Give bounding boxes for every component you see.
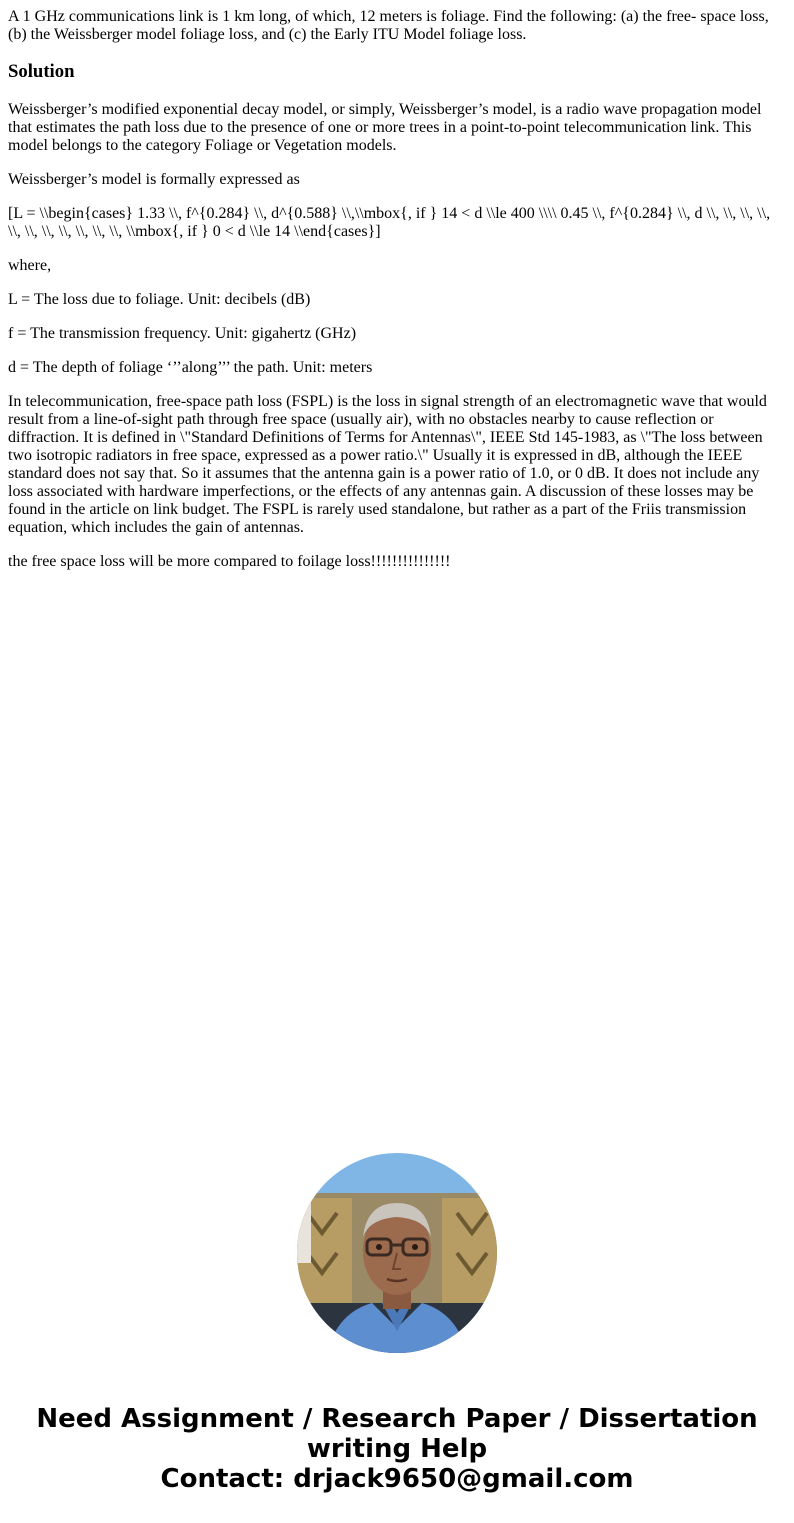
model-expression-intro: Weissberger’s model is formally expressed as [8, 171, 300, 188]
definition-d: d = The depth of foliage ‘’’along’’’ the path. Unit: meters [8, 359, 373, 376]
latex-formula: [L = \\begin{cases} 1.33 \\, f^{0.284} \\, d^{0.588} \\,\\mbox{, if } 14 < d \\le 400 \\\\ 0.45 \\, f^{0.284} \\, d \\, \\, \\, \\, \\, \\, \\, \\, \\, \\, \\, \\mbox{, if } 0 < d \\le 14 \\end{cases}] [8, 205, 771, 240]
definition-f: f = The transmission frequency. Unit: gigahertz (GHz) [8, 325, 357, 342]
footer-contact [0, 1404, 794, 1494]
conclusion-text: the free space loss will be more compared to foilage loss!!!!!!!!!!!!!!! [8, 553, 451, 570]
definition-L: L = The loss due to foliage. Unit: decibels (dB) [8, 291, 311, 308]
solution-heading: Solution [8, 61, 75, 82]
intro-paragraph: Weissberger’s modified exponential decay model, or simply, Weissberger’s model, is a radio wave propagation model that estimates the path loss due to the presence of one or more trees in a point-to-point telecommunication link. This model belongs to the category Foliage or Vegetation models. [8, 101, 762, 154]
question-text: A 1 GHz communications link is 1 km long, of which, 12 meters is foliage. Find the following: (a) the free- space loss, (b) the Weissberger model foliage loss, and (c) the Early ITU Model foliage loss. [8, 8, 769, 43]
footer-line-1: Need Assignment / Research Paper / Dissertation [36, 1404, 758, 1434]
author-photo-icon [297, 1153, 497, 1353]
document-body [8, 8, 778, 587]
footer-line-2: writing Help [306, 1434, 488, 1464]
fspl-paragraph: In telecommunication, free-space path loss (FSPL) is the loss in signal strength of an electromagnetic wave that would result from a line-of-sight path through free space (usually air), with no obstacles nearby to cause reflection or diffraction. It is defined in \"Standard Definitions of Terms for Antennas\", IEEE Std 145-1983, as \"The loss between two isotropic radiators in free space, expressed as a power ratio.\" Usually it is expressed in dB, although the IEEE standard does not say that. So it assumes that the antenna gain is a power ratio of 1.0, or 0 dB. It does not include any loss associated with hardware imperfections, or the effects of any antennas gain. A discussion of these losses may be found in the article on link budget. The FSPL is rarely used standalone, but rather as a part of the Friis transmission equation, which includes the gain of antennas. [8, 393, 767, 536]
where-label: where, [8, 257, 52, 274]
footer-contact-email: Contact: drjack9650@gmail.com [160, 1464, 634, 1494]
author-avatar [297, 1153, 497, 1353]
